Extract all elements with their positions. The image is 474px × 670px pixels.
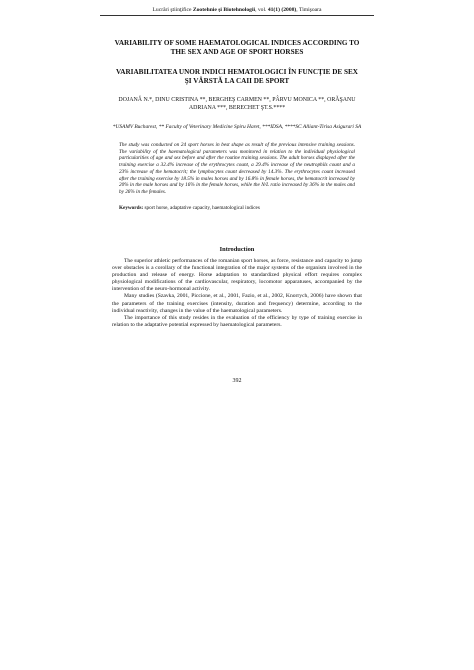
paragraph: The importance of this study resides in the evaluation of the efficiency by type of training exercise in relation to the adaptative potential expressed by haematological parameters. bbox=[112, 314, 362, 328]
journal-city: , Timişoara bbox=[296, 7, 322, 13]
journal-volume: 41(1) bbox=[267, 7, 280, 13]
title-english: VARIABILITY OF SOME HAEMATOLOGICAL INDICES ACCORDING TO THE SEX AND AGE OF SPORT HORSES bbox=[114, 39, 360, 56]
keywords-text: sport horse, adaptative capacity, haematological indices bbox=[143, 205, 260, 211]
affiliations: *USAMV Bucharest, ** Faculty of Veterinary Medicine Spiru Haret, ***IDSA, ****SC Alliant-Tirisa Asigurari SA bbox=[112, 124, 362, 130]
page-number: 392 bbox=[232, 378, 242, 384]
paragraph: The superior athletic performances of the romanian sport horses, as force, resistance and capacity to jump over obstacles is a corollary of the functional integration of the major systems of the organism involved in the production and release of energy. Horse adaptation to standardized physical effort requires complex physiological modifications of the cardiovascular, respiratory, locomotor apparatuses, accompanied by the intervention of the neuro-hormonal activity. bbox=[112, 258, 362, 293]
keywords-label: Keywords: bbox=[119, 205, 144, 211]
introduction-body bbox=[112, 258, 362, 329]
keywords-line bbox=[119, 205, 355, 212]
abstract: The study was conducted on 24 sport horses in best shape as result of the previous intensive training sessions. The variability of the haematological parameters was monitored in relation to the individual physiological particularities of age and sex before and after the routine training sessions. The adult horses displayed after the training exercise a 32.4% increase of the erythrocytes count, a 29.4% increase of the neutrophils count and a 23% increase of the hematocrit; the lymphocytes count decreased by 14.3%. The erythrocytes count increased after the training exercise by 18.5% in males horses and by 16.8% in female horses, the hematocrit increased by 20% in the male horses and by 16% in the female horses, while the N/L ratio increased by 36% in the males and by 26% in the females. bbox=[119, 142, 355, 195]
journal-vol-label: , vol. bbox=[255, 7, 267, 13]
section-title-introduction: Introduction bbox=[219, 246, 255, 253]
author-list: DOJANĂ N.*, DINU CRISTINA **, BERGHEŞ CARMEN **, PÂRVU MONICA **, ORĂŞANU ADRIANA ***, BERECHET ŞT.S.**** bbox=[118, 97, 356, 111]
journal-header bbox=[100, 7, 374, 16]
journal-year: (2008) bbox=[281, 7, 297, 13]
paragraph: Many studies (Szavka, 2001, Piccione, et al., 2001, Fazio, et al., 2002, Knorrych, 2006) have shown that the parameters of the training exercises (intensity, duration and frequency) determine, according to the individual reactivity, changes in the value of the haematological parameters. bbox=[112, 293, 362, 314]
title-romanian: VARIABILITATEA UNOR INDICI HEMATOLOGICI ÎN FUNCŢIE DE SEX ŞI VÂRSTĂ LA CAII DE SPORT bbox=[116, 68, 358, 85]
journal-prefix: Lucrări ştiinţifice bbox=[152, 7, 192, 13]
journal-name: Zootehnie şi Biotehnologii bbox=[192, 7, 256, 13]
